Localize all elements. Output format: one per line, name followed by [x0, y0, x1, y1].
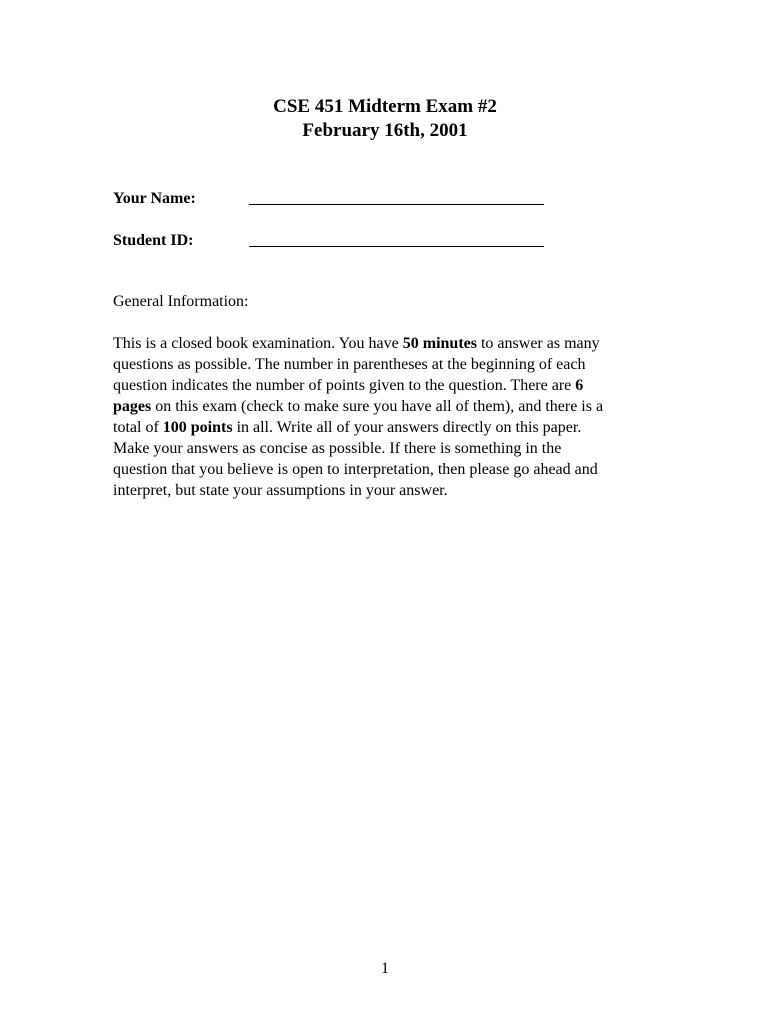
exam-title: CSE 451 Midterm Exam #2 — [273, 96, 497, 117]
paragraph-line: question indicates the number of points given to the question. There are 6 — [113, 377, 584, 394]
paragraph-line: total of 100 points in all. Write all of your answers directly on this paper. — [113, 419, 582, 436]
duration-emphasis: 50 minutes — [402, 335, 477, 352]
page-count-emphasis: 6 — [575, 377, 584, 394]
paragraph-line: questions as possible. The number in parentheses at the beginning of each — [113, 356, 586, 373]
name-label: Your Name: — [113, 190, 196, 207]
exam-date: February 16th, 2001 — [302, 120, 468, 141]
paragraph-line: pages on this exam (check to make sure you have all of them), and there is a — [113, 398, 604, 415]
name-blank-line[interactable] — [249, 204, 544, 205]
page-number: 1 — [381, 960, 389, 977]
points-emphasis: 100 points — [162, 419, 233, 436]
pages-emphasis: pages — [113, 398, 152, 415]
general-information-paragraph — [113, 333, 673, 501]
paragraph-line: Make your answers as concise as possible. If there is something in the — [113, 440, 562, 457]
paragraph-line: This is a closed book examination. You have 50 minutes to answer as many — [113, 335, 600, 352]
student-id-blank-line[interactable] — [249, 246, 544, 247]
student-id-label: Student ID: — [113, 232, 194, 249]
general-information-heading: General Information: — [113, 293, 249, 310]
paragraph-line: interpret, but state your assumptions in your answer. — [113, 482, 448, 499]
paragraph-line: question that you believe is open to interpretation, then please go ahead and — [113, 461, 598, 478]
